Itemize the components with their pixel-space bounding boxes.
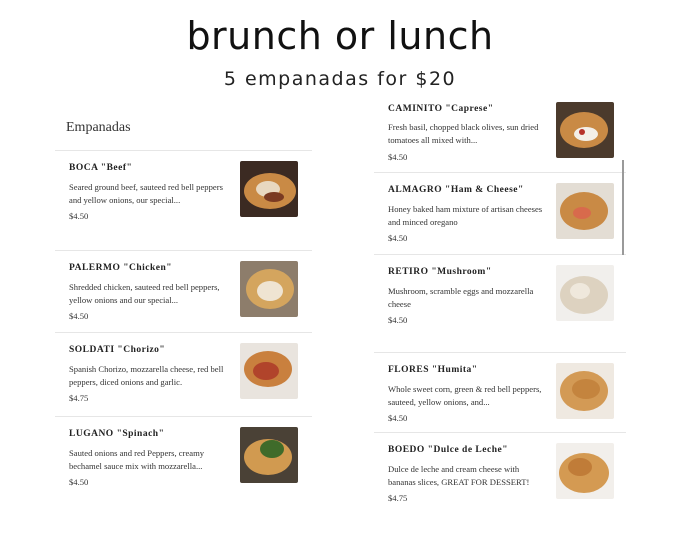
item-price: $4.50 bbox=[388, 413, 408, 423]
item-name: SOLDATI "Chorizo" bbox=[69, 345, 166, 355]
menu-item[interactable] bbox=[374, 432, 626, 519]
item-description: Fresh basil, chopped black olives, sun dried tomatoes all mixed with... bbox=[388, 122, 539, 145]
item-description: Shredded chicken, sauteed red bell peppers, yellow onions and our special... bbox=[69, 282, 220, 305]
item-name: RETIRO "Mushroom" bbox=[388, 267, 492, 277]
mushroom-empanada-photo bbox=[556, 265, 614, 321]
menu-item[interactable] bbox=[374, 254, 626, 353]
beef-empanada-photo bbox=[240, 161, 298, 217]
item-price: $4.50 bbox=[69, 211, 89, 221]
section-title: Empanadas bbox=[66, 120, 131, 135]
item-name: ALMAGRO "Ham & Cheese" bbox=[388, 185, 524, 195]
menu-item[interactable] bbox=[374, 172, 626, 255]
page-title: brunch or lunch bbox=[186, 14, 494, 58]
item-description: Honey baked ham mixture of artisan cheeses and minced oregano bbox=[388, 204, 543, 227]
spinach-empanada-photo bbox=[240, 427, 298, 483]
item-name: FLORES "Humita" bbox=[388, 365, 478, 375]
item-name: BOEDO "Dulce de Leche" bbox=[388, 445, 508, 455]
item-description: Sauted onions and red Peppers, creamy bechamel sauce mix with mozzarella... bbox=[69, 448, 205, 471]
item-name: CAMINITO "Caprese" bbox=[388, 104, 494, 114]
item-description: Mushroom, scramble eggs and mozzarella cheese bbox=[388, 286, 534, 309]
dulce-de-leche-empanada-photo bbox=[556, 443, 614, 499]
item-price: $4.75 bbox=[69, 393, 89, 403]
item-price: $4.50 bbox=[388, 233, 408, 243]
menu-item[interactable] bbox=[374, 94, 626, 172]
item-name: PALERMO "Chicken" bbox=[69, 263, 173, 273]
page-subtitle: 5 empanadas for $20 bbox=[223, 68, 457, 90]
menu-item[interactable] bbox=[55, 150, 312, 251]
item-name: BOCA "Beef" bbox=[69, 163, 133, 173]
menu-item[interactable] bbox=[55, 250, 312, 333]
scrollbar[interactable] bbox=[622, 160, 624, 255]
item-description: Whole sweet corn, green & red bell peppers, sauteed, yellow onions, and... bbox=[388, 384, 542, 407]
item-description: Dulce de leche and cream cheese with bananas slices, GREAT FOR DESSERT! bbox=[388, 464, 530, 487]
menu-item[interactable] bbox=[55, 416, 312, 501]
menu-item[interactable] bbox=[374, 352, 626, 433]
item-description: Seared ground beef, sauteed red bell peppers and yellow onions, our special... bbox=[69, 182, 223, 205]
chicken-empanada-photo bbox=[240, 261, 298, 317]
item-price: $4.75 bbox=[388, 493, 408, 503]
item-price: $4.50 bbox=[388, 315, 408, 325]
item-price: $4.50 bbox=[69, 477, 89, 487]
item-name: LUGANO "Spinach" bbox=[69, 429, 165, 439]
item-description: Spanish Chorizo, mozzarella cheese, red bell peppers, diced onions and garlic. bbox=[69, 364, 224, 387]
humita-empanada-photo bbox=[556, 363, 614, 419]
item-price: $4.50 bbox=[388, 152, 408, 162]
menu-item[interactable] bbox=[55, 332, 312, 417]
caprese-empanada-photo bbox=[556, 102, 614, 158]
chorizo-empanada-photo bbox=[240, 343, 298, 399]
ham-cheese-empanada-photo bbox=[556, 183, 614, 239]
item-price: $4.50 bbox=[69, 311, 89, 321]
